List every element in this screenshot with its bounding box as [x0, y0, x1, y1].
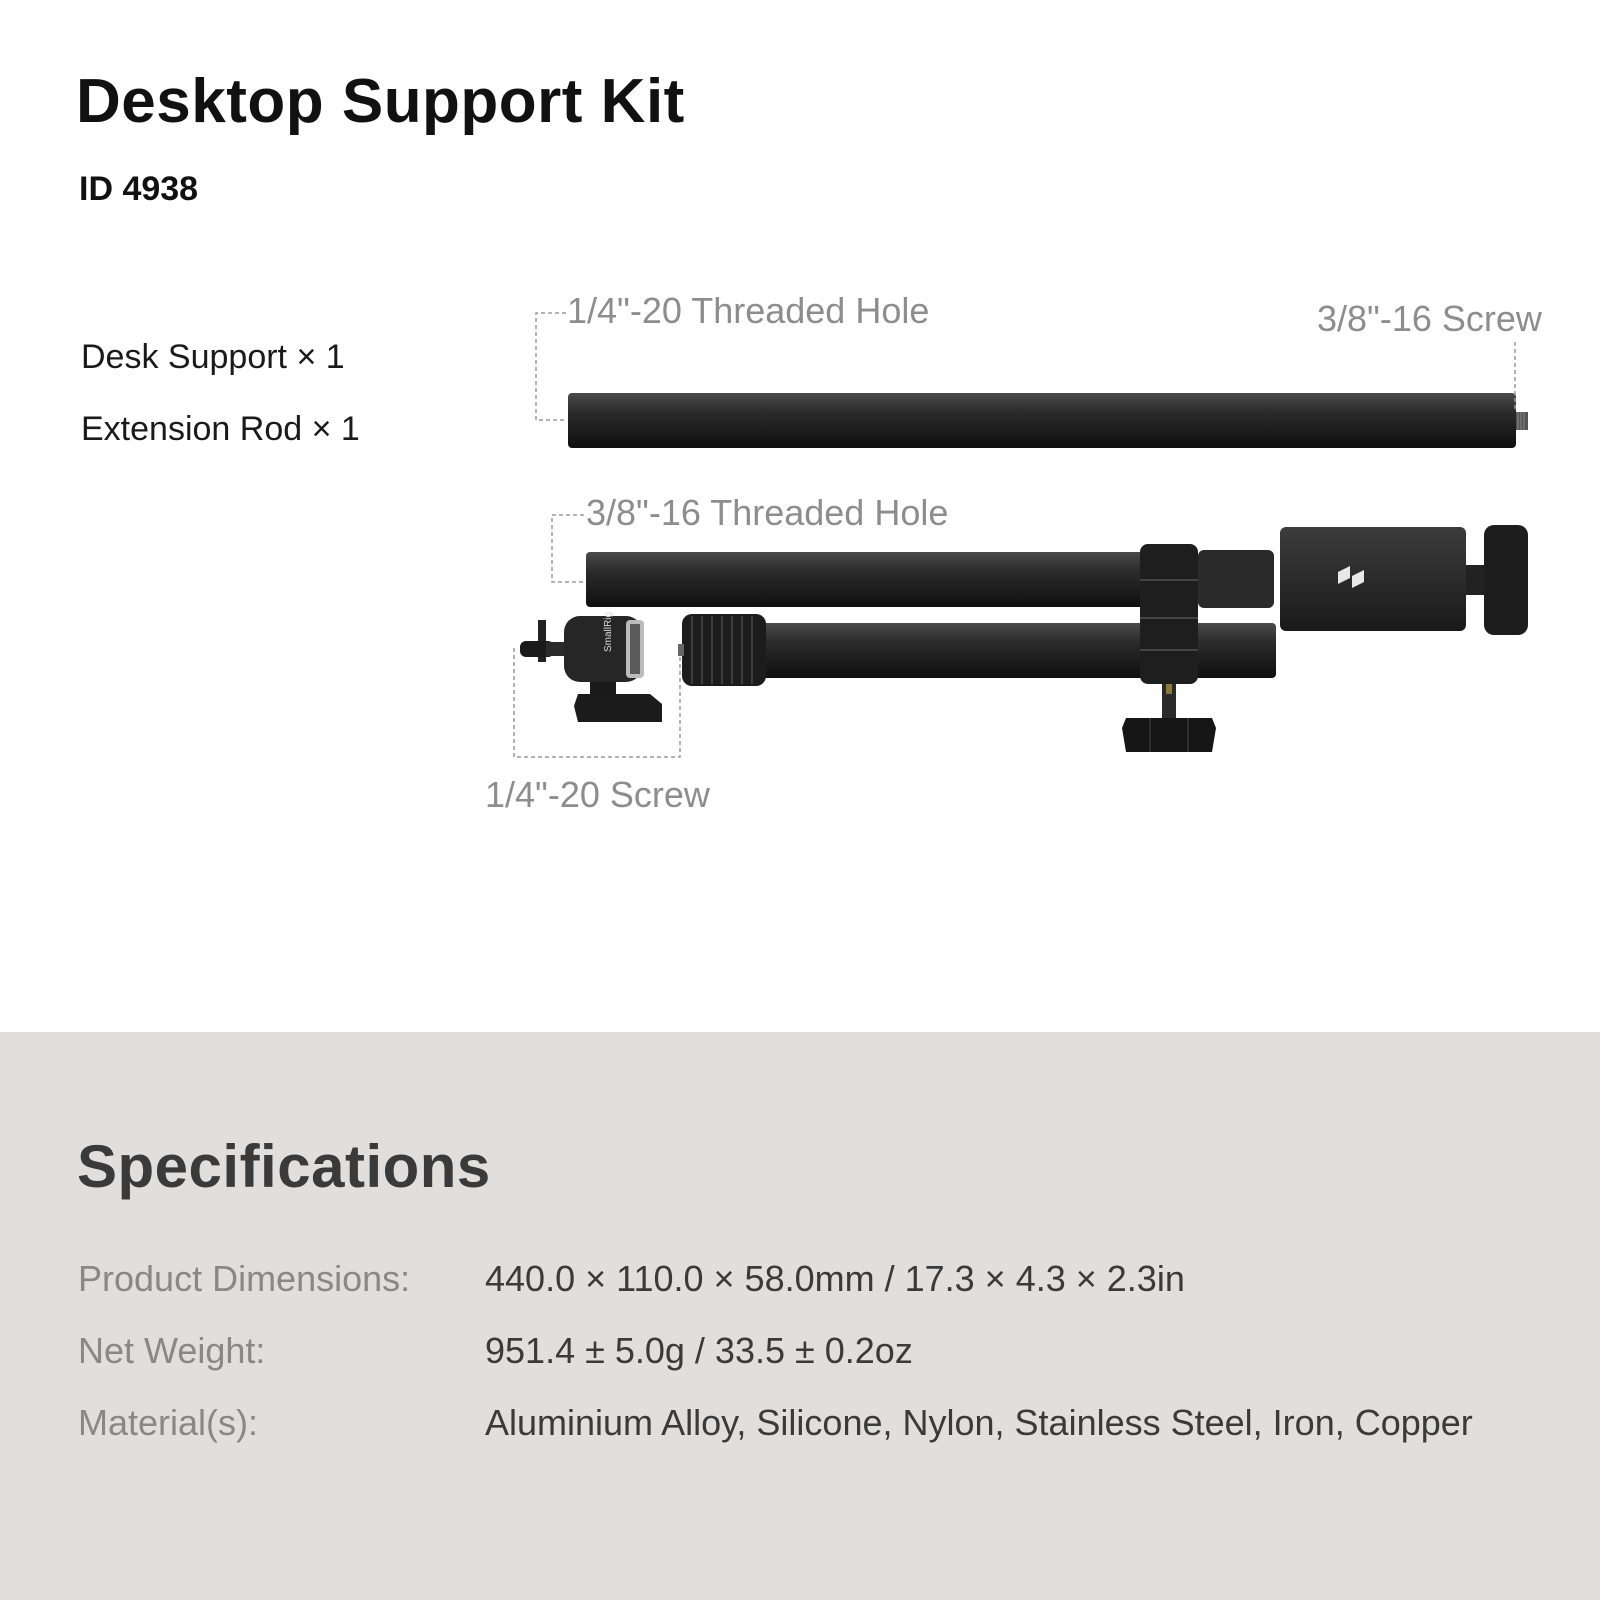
page-title: Desktop Support Kit	[76, 67, 685, 136]
spec-label: Net Weight:	[78, 1330, 266, 1371]
spec-label: Product Dimensions:	[78, 1258, 411, 1299]
extension-rod	[568, 393, 1528, 448]
spec-row-dimensions	[0, 1258, 1600, 1318]
callout-rod-threaded-hole: 1/4"-20 Threaded Hole	[567, 290, 930, 331]
ball-head	[520, 616, 684, 722]
callout-rod-screw: 3/8"-16 Screw	[1317, 298, 1542, 339]
specifications-panel	[0, 1032, 1600, 1600]
list-item-desk-support: Desk Support × 1	[81, 338, 345, 376]
spec-value: 440.0 × 110.0 × 58.0mm / 17.3 × 4.3 × 2.3in	[485, 1258, 1185, 1299]
list-item-extension-rod: Extension Rod × 1	[81, 410, 360, 448]
callout-arm-threaded-hole: 3/8"-16 Threaded Hole	[586, 492, 949, 533]
ball-head-brand-marking: SmallRig	[603, 611, 614, 652]
specifications-title: Specifications	[77, 1133, 491, 1200]
spec-label: Material(s):	[78, 1402, 259, 1443]
desk-support	[586, 525, 1528, 752]
spec-value: Aluminium Alloy, Silicone, Nylon, Stainless Steel, Iron, Copper	[485, 1402, 1473, 1443]
spec-value: 951.4 ± 5.0g / 33.5 ± 0.2oz	[485, 1330, 913, 1371]
spec-row-materials	[0, 1402, 1600, 1462]
callout-ball-head-screw: 1/4"-20 Screw	[485, 774, 710, 815]
model-id: ID 4938	[79, 170, 199, 208]
spec-row-net-weight	[0, 1330, 1600, 1390]
